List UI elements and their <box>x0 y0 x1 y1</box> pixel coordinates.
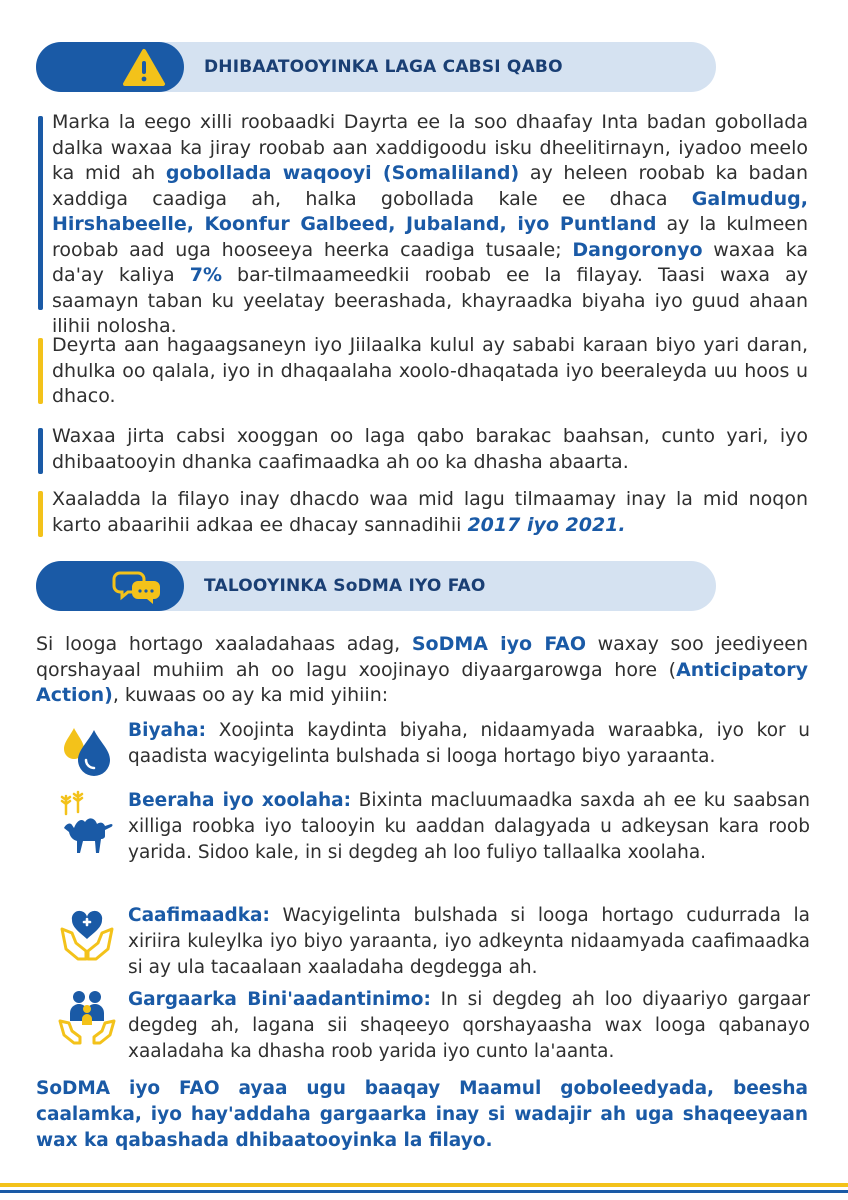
accent-bar <box>38 428 43 474</box>
paragraph-intro: Si looga hortago xaaladahaas adag, SoDMA iyo FAO waxay soo jeediyeen qorshayaal muhiim ah oo lagu xoojinayo diyaargarowga hore (Anticipatory Action), kuwaas oo ay ka mid yihiin: <box>36 633 809 706</box>
warning-icon <box>36 42 184 92</box>
accent-bar <box>38 116 43 310</box>
health-hands-icon <box>58 903 116 965</box>
list-item-text: Gargaarka Bini'aadantinimo: In si degdeg ah loo diyaariyo gargaar degdeg ah, lagana sii shaqeeyo qorshayaasha wax looga qabanayo xaaladaha ka dhasha roob yarida iyo cunto la'aanta. <box>128 989 810 1062</box>
paragraph-forecast: Xaaladda la filayo inay dhacdo waa mid lagu tilmaamay inay la mid noqon karto abaarihii adkaa ee dhacay sannadihii 2017 iyo 2021. <box>52 488 808 536</box>
list-item-text: Caafimaadka: Wacyigelinta bulshada si looga hortago cudurrada la xiriira kuleylka iyo biyo yaraanta, iyo adkeynta nidaamyada caafimaadka si ay ula tacaalaan xaaladaha degdegga ah. <box>128 905 810 978</box>
footer-stripe-yellow <box>0 1183 848 1187</box>
section-title: TALOOYINKA SoDMA IYO FAO <box>204 576 486 596</box>
footer-stripe-blue <box>0 1190 848 1193</box>
people-hands-icon <box>58 987 116 1049</box>
camel-crops-icon <box>58 788 116 858</box>
accent-bar <box>38 491 43 537</box>
paragraph-drought-effects: Deyrta aan hagaagsaneyn iyo Jiilaalka kulul ay sababi karaan biyo yari daran, dhulka oo qalala, iyo in dhaqaalaha xoolo-dhaqatada iyo beeraleyda uu hoos u dhaco. <box>52 334 808 407</box>
section-title: DHIBAATOOYINKA LAGA CABSI QABO <box>204 57 563 77</box>
paragraph-rainfall: Marka la eego xilli roobaadki Dayrta ee la soo dhaafay Inta badan gobollada dalka waxaa ka jiray roobab aan xaddigoodu isku dheelitirnayn, iyadoo meelo ka mid ah gobollada waqooyi (Somaliland) ay heleen roobab ka badan xaddiga caadiga ah, halka gobollada kale ee dhaca Galmudug, Hirshabeelle, Koonfur Galbeed, Jubaland, iyo Puntland ay la kulmeen roobab aad uga hooseeya heerka caadiga tusaale; Dangoronyo waxaa ka da'ay kaliya 7% bar-tilmaameedkii roobab ee la filayay. Taasi waxa ay saamayn taban ku yeelatay beerashada, khayraadka biyaha iyo guud ahaan ilihii nolosha. <box>52 111 808 337</box>
chat-bubbles-icon <box>36 561 184 611</box>
list-item-text: Biyaha: Xoojinta kaydinta biyaha, nidaamyada waraabka, iyo kor u qaadista wacyigelinta bulshada si looga hortago biyo yaraanta. <box>128 720 810 767</box>
accent-bar <box>38 338 43 404</box>
water-drop-icon <box>58 718 116 780</box>
paragraph-displacement: Waxaa jirta cabsi xooggan oo laga qabo barakac baahsan, cunto yari, iyo dhibaatooyin dhanka caafimaadka ah oo ka dhasha abaarta. <box>52 425 808 473</box>
list-item-text: Beeraha iyo xoolaha: Bixinta macluumaadka saxda ah ee ku saabsan xilliga roobka iyo talooyin ku aaddan dalagyada u adkeysan kara roob yarida. Sidoo kale, in si degdeg ah loo fuliyo tallaalka xoolaha. <box>128 790 810 863</box>
section-header-risks <box>36 42 716 92</box>
section-header-recommendations <box>36 561 716 611</box>
closing-statement: SoDMA iyo FAO ayaa ugu baaqay Maamul goboleedyada, beesha caalamka, iyo hay'addaha gargaarka inay si wadajir ah uga shaqeeyaan wax ka qabashada dhibaatooyinka la filayo. <box>36 1078 808 1151</box>
